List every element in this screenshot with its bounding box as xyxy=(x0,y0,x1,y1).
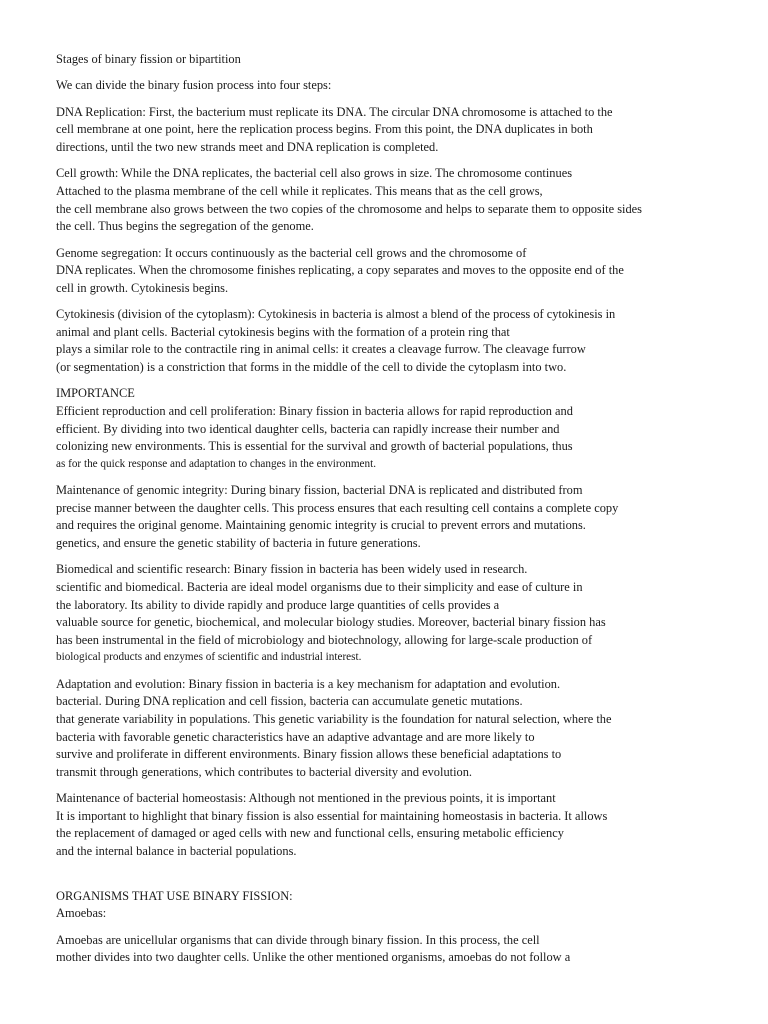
text-line: Maintenance of genomic integrity: During binary fission, bacterial DNA is replicated and distributed from xyxy=(56,483,583,498)
text-line: genetics, and ensure the genetic stability of bacteria in future generations. xyxy=(56,536,421,551)
paragraph-amoebas xyxy=(56,932,728,967)
paragraph-adaptation xyxy=(56,676,728,782)
text-line: as for the quick response and adaptation to changes in the environment. xyxy=(56,457,376,470)
text-line: Maintenance of bacterial homeostasis: Although not mentioned in the previous points, it is important xyxy=(56,791,556,806)
subheading-amoebas: Amoebas: xyxy=(56,906,107,921)
text-line: valuable source for genetic, biochemical, and molecular biology studies. Moreover, bacterial binary fission has xyxy=(56,615,606,630)
intro-paragraph xyxy=(56,77,728,95)
document-title xyxy=(56,51,728,69)
text-line: Cytokinesis (division of the cytoplasm): Cytokinesis in bacteria is almost a blend of the process of cytokinesis in xyxy=(56,307,616,322)
text-line: Adaptation and evolution: Binary fission in bacteria is a key mechanism for adaptation and evolution. xyxy=(56,676,561,691)
text-line: survive and proliferate in different environments. Binary fission allows these beneficial adaptations to xyxy=(56,747,562,762)
paragraph-cell-growth xyxy=(56,165,728,235)
paragraph-research xyxy=(56,561,728,667)
section-heading-importance: IMPORTANCE xyxy=(56,386,135,401)
paragraph-dna-replication xyxy=(56,104,728,157)
text-line: and the internal balance in bacterial populations. xyxy=(56,843,297,858)
text-line: transmit through generations, which contributes to bacterial diversity and evolution. xyxy=(56,764,473,779)
text-line: has been instrumental in the field of microbiology and biotechnology, allowing for large-scale production of xyxy=(56,632,593,647)
text-line: directions, until the two new strands meet and DNA replication is completed. xyxy=(56,139,439,154)
text-line: plays a similar role to the contractile ring in animal cells: it creates a cleavage furrow. The cleavage furrow xyxy=(56,342,586,357)
paragraph-homeostasis xyxy=(56,790,728,860)
text-line: biological products and enzymes of scientific and industrial interest. xyxy=(56,651,362,664)
text-line: that generate variability in populations. This genetic variability is the foundation for natural selection, where the xyxy=(56,711,612,726)
text-line: cell in growth. Cytokinesis begins. xyxy=(56,280,229,295)
text-line: bacteria with favorable genetic characteristics have an adaptive advantage and are more likely to xyxy=(56,729,535,744)
text-line: cell membrane at one point, here the replication process begins. From this point, the DNA duplicates in both xyxy=(56,122,593,137)
paragraph-cytokinesis xyxy=(56,306,728,376)
paragraph-genome-segregation xyxy=(56,245,728,298)
text-line: DNA Replication: First, the bacterium must replicate its DNA. The circular DNA chromosome is attached to the xyxy=(56,104,613,119)
text-line: the cell. Thus begins the segregation of the genome. xyxy=(56,219,314,234)
text-line: scientific and biomedical. Bacteria are ideal model organisms due to their simplicity and ease of culture in xyxy=(56,580,583,595)
text-line: Attached to the plasma membrane of the cell while it replicates. This means that as the cell grows, xyxy=(56,183,543,198)
text-line: Biomedical and scientific research: Binary fission in bacteria has been widely used in research. xyxy=(56,562,528,577)
text-line: and requires the original genome. Maintaining genomic integrity is crucial to prevent errors and mutations. xyxy=(56,518,586,533)
text-line: the laboratory. Its ability to divide rapidly and produce large quantities of cells provides a xyxy=(56,597,500,612)
text-line: Cell growth: While the DNA replicates, the bacterial cell also grows in size. The chromosome continues xyxy=(56,166,573,181)
text-line: We can divide the binary fusion process into four steps: xyxy=(56,78,332,93)
text-line: Stages of binary fission or bipartition xyxy=(56,52,241,66)
text-line: the replacement of damaged or aged cells with new and functional cells, ensuring metabolic efficiency xyxy=(56,826,564,841)
text-line: efficient. By dividing into two identical daughter cells, bacteria can rapidly increase their number and xyxy=(56,421,560,436)
text-line: Amoebas are unicellular organisms that can divide through binary fission. In this process, the cell xyxy=(56,932,540,947)
text-line: precise manner between the daughter cells. This process ensures that each resulting cell contains a complete copy xyxy=(56,500,619,515)
text-line: DNA replicates. When the chromosome finishes replicating, a copy separates and moves to the opposite end of the xyxy=(56,263,624,278)
text-line: It is important to highlight that binary fission is also essential for maintaining homeostasis in bacteria. It allows xyxy=(56,808,608,823)
paragraph-importance-reproduction xyxy=(56,385,728,473)
paragraph-genomic-integrity xyxy=(56,482,728,552)
section-organisms xyxy=(56,888,728,923)
text-line: bacterial. During DNA replication and cell fission, bacteria can accumulate genetic mutations. xyxy=(56,694,523,709)
text-line: animal and plant cells. Bacterial cytokinesis begins with the formation of a protein ring that xyxy=(56,324,510,339)
text-line: colonizing new environments. This is essential for the survival and growth of bacterial populations, thus xyxy=(56,439,573,454)
text-line: Genome segregation: It occurs continuously as the bacterial cell grows and the chromosome of xyxy=(56,245,527,260)
section-heading-organisms: ORGANISMS THAT USE BINARY FISSION: xyxy=(56,888,293,903)
text-line: the cell membrane also grows between the two copies of the chromosome and helps to separate them to opposite sides xyxy=(56,201,642,216)
text-line: mother divides into two daughter cells. Unlike the other mentioned organisms, amoebas do not follow a xyxy=(56,950,571,965)
text-line: (or segmentation) is a constriction that forms in the middle of the cell to divide the cytoplasm into two. xyxy=(56,359,567,374)
text-line: Efficient reproduction and cell proliferation: Binary fission in bacteria allows for rapid reproduction and xyxy=(56,404,573,419)
